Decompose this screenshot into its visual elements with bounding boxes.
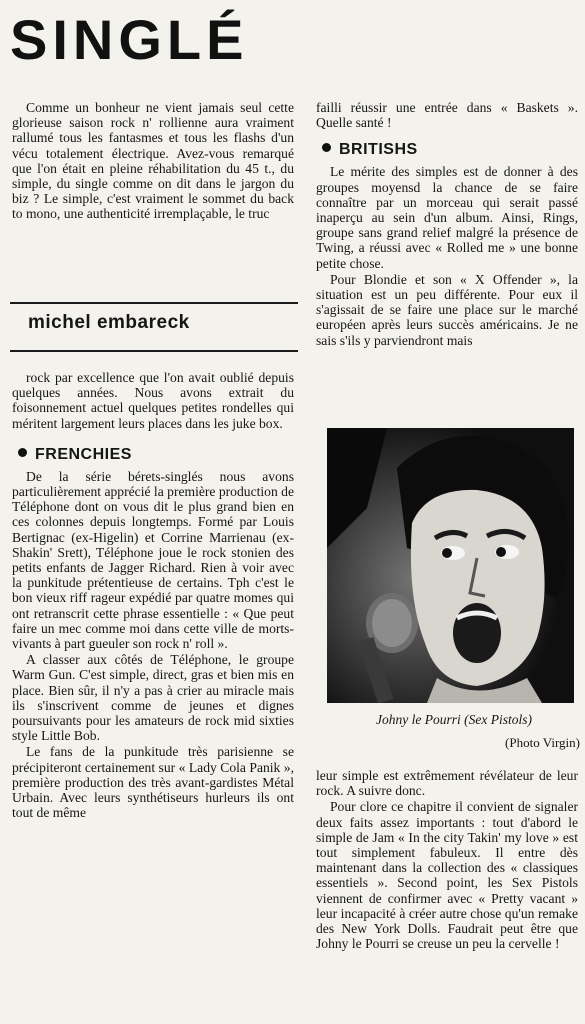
left-column-body <box>12 370 294 820</box>
frenchies-paragraph-2: A classer aux côtés de Téléphone, le groupe Warm Gun. C'est simple, direct, gras et bien mis en place. Bien sûr, il n'y a pas à crier au miracle mais ils s'inscrivent comme de jeunes et dignes poursuivants pour les amateurs de rock mid sixties style Little Bob. <box>12 652 294 744</box>
photo-illustration <box>327 428 574 703</box>
bottom-paragraph-1: leur simple est extrêmement révélateur de leur rock. A suivre donc. <box>316 768 578 799</box>
photo-caption: Johny le Pourri (Sex Pistols) <box>376 712 532 727</box>
article-title: SINGLÉ <box>10 8 249 71</box>
sex-pistols-photo <box>327 428 574 703</box>
bullet-icon <box>322 143 331 152</box>
britishs-paragraph-2: Pour Blondie et son « X Offender », la situation est un peu différente. Pour eux il s'agissait de se faire une place sur le marché européen après leurs succès américains. Je ne sais s'ils y parviendront mais <box>316 271 578 348</box>
intro-paragraph: Comme un bonheur ne vient jamais seul cette glorieuse saison rock n' rollienne aura vraiment rallumé tous les fantasmes et tous les flashs d'un vécu totalement électrique. Avez-vous remarqué que l'on était en pleine réhabilitation du 45 t., du simple, du single comme on dit dans le jargon du biz ? Le simple, c'est vraiment le sommet du back to mono, une authenticité irremplaçable, le truc <box>12 100 294 222</box>
byline-rule-top <box>10 302 298 304</box>
britishs-heading: BRITISHS <box>316 140 578 160</box>
britishs-paragraph-1: Le mérite des simples est de donner à des groupes moyensd la chance de se faire connaître par un morceau qui serait passé inaperçu au sein d'un album. Ainsi, Rings, groupe sans grand relief malgré la présence de Twing, a réussi avec « Rolled me » une bonne petite chose. <box>316 164 578 271</box>
byline-rule-bottom <box>10 350 298 352</box>
right-column-top <box>316 100 578 348</box>
intro-text <box>12 100 294 222</box>
photo-credit: (Photo Virgin) <box>505 735 580 750</box>
bullet-icon <box>18 448 27 457</box>
intro-continuation: rock par excellence que l'on avait oublié depuis quelques années. Nous avons extrait du foisonnement actuel quelques petites rondelles qui méritent largement leurs places dans les juke box. <box>12 370 294 431</box>
frenchies-heading: FRENCHIES <box>12 445 294 465</box>
author-byline: michel embareck <box>28 312 190 333</box>
frenchies-paragraph-3: Le fans de la punkitude très parisienne se précipiteront certainement sur « Lady Cola Panik », première production des très avant-gardistes Métal Urbain. Avec leurs synthétiseurs hurleurs ils ont tout de même <box>12 744 294 821</box>
right-column-bottom <box>316 768 578 951</box>
frenchies-paragraph-1: De la série bérets-singlés nous avons particulièrement apprécié la première production de Téléphone dont on vous dit le plus grand bien en ces colonnes depuis longtemps. Formé par Louis Bertignac (ex-Higelin) et Corrine Marrienau (ex-Shakin' Srett), Téléphone joue le rock stonien des petits enfants de Jagger Richard. Rien à voir avec la punkitude prétentieuse de certains. Tph c'est le bon vieux riff rageur expédié par quatre momes qui ont retranscrit cette phrase essentielle : « Que peut faire un mec comme moi dans cette ville de morts-vivants à part gueuler son rock n' roll ». <box>12 468 294 652</box>
bottom-paragraph-2: Pour clore ce chapitre il convient de signaler deux faits assez importants : tout d'abord le simple de Jam « In the city Takin' my love » est tout simplement fabuleux. Il entre dès maintenant dans la collection des « classiques essentiels ». Second point, les Sex Pistols viennent de confirmer avec « Pretty vacant » leur incapacité à créer autre chose qu'un remake des New York Dolls. Faudrait peut être que Johny le Pourri se creuse un peu la cervelle ! <box>316 799 578 952</box>
continuation-paragraph: failli réussir une entrée dans « Baskets ». Quelle santé ! <box>316 100 578 131</box>
